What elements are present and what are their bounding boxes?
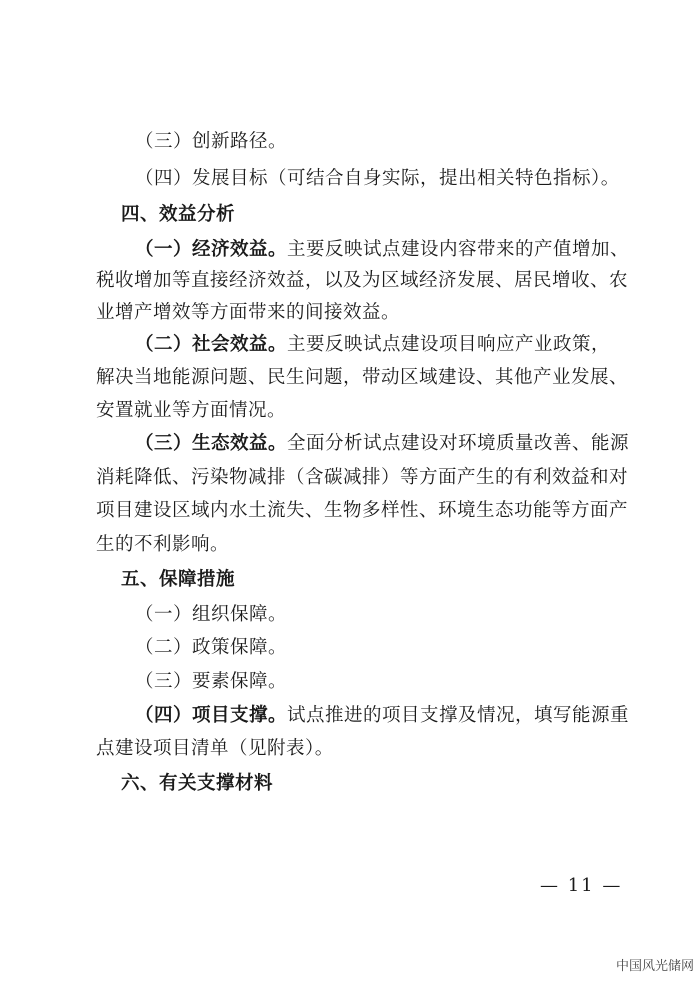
paragraph-line: （三）要素保障。 bbox=[135, 671, 288, 692]
paragraph-label: （三）生态效益。 bbox=[135, 433, 288, 454]
paragraph-label: （一）经济效益。 bbox=[135, 239, 288, 260]
paragraph-label: （二）社会效益。 bbox=[135, 334, 288, 355]
section-heading: 四、效益分析 bbox=[121, 204, 236, 225]
paragraph-text: 试点推进的项目支撑及情况，填写能源重 bbox=[287, 705, 630, 726]
paragraph-line: 生的不利影响。 bbox=[96, 534, 230, 555]
paragraph-line bbox=[135, 333, 615, 357]
paragraph-text: 主要反映试点建设内容带来的产值增加、 bbox=[287, 239, 630, 260]
site-watermark: 中国风光储网 bbox=[615, 959, 694, 974]
paragraph-line: （一）组织保障。 bbox=[135, 604, 288, 625]
paragraph-line: （二）政策保障。 bbox=[135, 637, 288, 658]
paragraph-line: 解决当地能源问题、民生问题，带动区域建设、其他产业发展、 bbox=[96, 367, 629, 388]
section-heading: 六、有关支撑材料 bbox=[121, 773, 274, 794]
paragraph-line: 安置就业等方面情况。 bbox=[96, 400, 287, 421]
paragraph-line: 消耗降低、污染物减排（含碳减排）等方面产生的有利效益和对 bbox=[96, 467, 629, 488]
paragraph-text: 全面分析试点建设对环境质量改善、能源 bbox=[287, 433, 630, 454]
paragraph-text: 主要反映试点建设项目响应产业政策， bbox=[287, 334, 611, 355]
paragraph-line bbox=[135, 432, 630, 456]
paragraph-label: （四）项目支撑。 bbox=[135, 705, 288, 726]
paragraph-line: 税收增加等直接经济效益，以及为区域经济发展、居民增收、农 bbox=[96, 270, 629, 291]
section-heading: 五、保障措施 bbox=[121, 569, 236, 590]
paragraph-line bbox=[135, 704, 630, 728]
paragraph-line: 点建设项目清单（见附表）。 bbox=[96, 738, 334, 759]
page-number: — 11 — bbox=[540, 875, 623, 896]
paragraph-line: （四）发展目标（可结合自身实际，提出相关特色指标）。 bbox=[135, 168, 620, 189]
paragraph-line: 项目建设区域内水土流失、生物多样性、环境生态功能等方面产 bbox=[96, 500, 629, 521]
paragraph-line bbox=[135, 238, 630, 262]
paragraph-line: 业增产增效等方面带来的间接效益。 bbox=[96, 302, 401, 323]
paragraph-line: （三）创新路径。 bbox=[135, 131, 288, 152]
